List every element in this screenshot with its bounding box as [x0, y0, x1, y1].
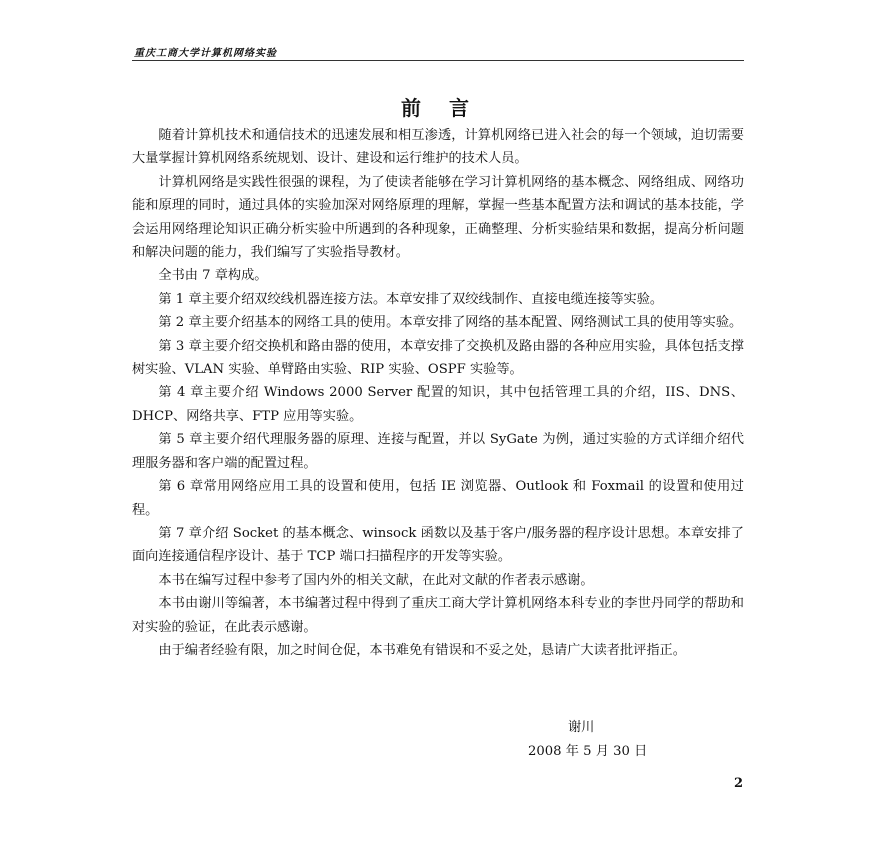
page-title: [0, 92, 870, 121]
paragraph: 第 1 章主要介绍双绞线机器连接方法。本章安排了双绞线制作、直接电缆连接等实验。: [158, 291, 664, 307]
paragraph: 第 2 章主要介绍基本的网络工具的使用。本章安排了网络的基本配置、网络测试工具的使用等实验。: [158, 315, 743, 331]
running-header: 重庆工商大学计算机网络实验: [134, 48, 277, 59]
header-rule: [132, 60, 744, 61]
paragraph: 由于编者经验有限，加之时间仓促，本书难免有错误和不妥之处，恳请广大读者批评指正。: [158, 642, 686, 658]
paragraph: 第 5 章主要介绍代理服务器的原理、连接与配置，并以 SyGate 为例，通过实验的方式详细介绍代理服务器和客户端的配置过程。: [132, 432, 744, 471]
preface-body: [132, 124, 744, 662]
author-signature: 谢川: [568, 720, 595, 735]
paragraph: 本书由谢川等编著，本书编著过程中得到了重庆工商大学计算机网络本科专业的李世丹同学的帮助和对实验的验证，在此表示感谢。: [132, 596, 744, 635]
page-number: 2: [734, 776, 744, 791]
paragraph: 第 3 章主要介绍交换机和路由器的使用，本章安排了交换机及路由器的各种应用实验，具体包括支撑树实验、VLAN 实验、单臂路由实验、RIP 实验、OSPF 实验等。: [132, 338, 744, 378]
title-char-2: 言: [449, 96, 469, 120]
paragraph: 本书在编写过程中参考了国内外的相关文献，在此对文献的作者表示感谢。: [158, 572, 594, 588]
paragraph: 第 6 章常用网络应用工具的设置和使用，包括 IE 浏览器、Outlook 和 Foxmail 的设置和使用过程。: [132, 479, 744, 518]
paragraph: 第 4 章主要介绍 Windows 2000 Server 配置的知识，其中包括管理工具的介绍，IIS、DNS、DHCP、网络共享、FTP 应用等实验。: [132, 385, 744, 424]
paragraph: 第 7 章介绍 Socket 的基本概念、winsock 函数以及基于客户/服务器的程序设计思想。本章安排了面向连接通信程序设计、基于 TCP 端口扫描程序的开发等实验。: [132, 525, 744, 565]
title-char-1: 前: [401, 96, 421, 120]
paragraph: 随着计算机技术和通信技术的迅速发展和相互渗透，计算机网络已进入社会的每一个领域，迫切需要大量掌握计算机网络系统规划、设计、建设和运行维护的技术人员。: [132, 128, 744, 167]
signature-date: 2008 年 5 月 30 日: [528, 744, 648, 759]
paragraph: 全书由 7 章构成。: [158, 268, 268, 284]
paragraph: 计算机网络是实践性很强的课程，为了使读者能够在学习计算机网络的基本概念、网络组成、网络功能和原理的同时，通过具体的实验加深对网络原理的理解，掌握一些基本配置方法和调试的基本技能，学会运用网络理论知识正确分析实验中所遇到的各种现象，正确整理、分析实验结果和数据，提高分析问题和解决问题的能力，我们编写了实验指导教材。: [132, 174, 744, 261]
